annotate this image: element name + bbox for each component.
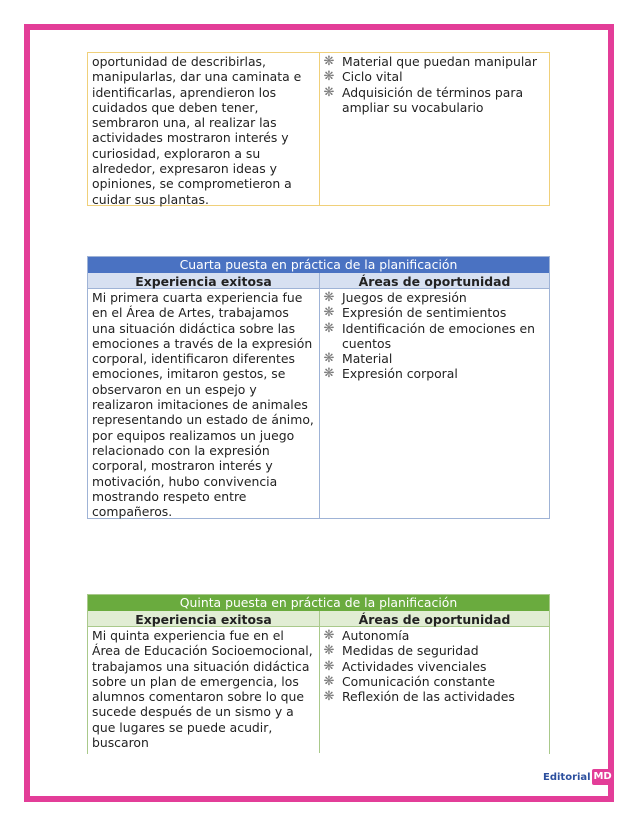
column-header-areas: Áreas de oportunidad [358,274,511,289]
list-item: ❋ Ciclo vital [323,69,403,85]
logo-badge: MD [592,769,614,785]
asterisk-bullet-icon: ❋ [323,290,335,305]
table-header-row [88,611,549,627]
asterisk-bullet-icon: ❋ [323,366,335,382]
experience-text: Mi primera cuarta experiencia fue en el Área de Artes, trabajamos una situación didáctica sobre las emociones a través de la expresión corporal, identificaron diferentes emociones, imitaron gestos, se observaron en un espejo y realizaron imitaciones de animales representando un estado de ánimo, por equipos realizamos un juego relacionado con la expresión corporal, mostraron interés y motivación, hubo convivencia mostrando respeto entre compañeros. [88,289,320,518]
table-row [88,53,549,205]
column-header-areas: Áreas de oportunidad [358,612,511,627]
list-item: ❋ Actividades vivenciales [323,658,487,674]
list-item: ❋ Material que puedan manipular [323,54,537,69]
asterisk-bullet-icon: ❋ [323,673,335,689]
column-header-experiencia: Experiencia exitosa [88,611,320,626]
asterisk-bullet-icon: ❋ [323,84,335,100]
opportunity-list [323,290,545,382]
list-item: ❋ Reflexión de las actividades [323,689,515,705]
opportunity-cell [320,627,549,753]
table-title: Quinta puesta en práctica de la planificación [88,595,549,611]
list-item: ❋ Adquisición de términos para ampliar su vocabulario [323,84,524,115]
asterisk-bullet-icon: ❋ [323,658,335,674]
list-item: ❋ Material [323,351,393,367]
opportunity-cell [320,53,549,205]
table-cuarta [87,256,550,519]
table-quinta [87,594,550,754]
publisher-logo [543,768,614,786]
list-item: ❋ Comunicación constante [323,673,495,689]
asterisk-bullet-icon: ❋ [323,305,335,321]
asterisk-bullet-icon: ❋ [323,54,335,69]
list-item: ❋ Identificación de emociones en cuentos [323,320,536,351]
experience-text: oportunidad de describirlas, manipularlas, dar una caminata e identificarlas, aprendieron los cuidados que deben tener, sembraron una, al realizar las actividades mostraron interés y curiosidad, exploraron a su alrededor, expresaron ideas y opiniones, se comprometieron a cuidar sus plantas. [88,53,320,205]
list-item: ❋ Expresión de sentimientos [323,305,507,321]
asterisk-bullet-icon: ❋ [323,69,335,85]
table-row [88,627,549,753]
opportunity-list [323,54,545,115]
asterisk-bullet-icon: ❋ [323,689,335,705]
opportunity-cell [320,289,549,518]
asterisk-bullet-icon: ❋ [323,643,335,659]
asterisk-bullet-icon: ❋ [323,351,335,367]
list-item: ❋ Expresión corporal [323,366,458,382]
table-header-row [88,273,549,289]
logo-text: Editorial [543,771,591,783]
asterisk-bullet-icon: ❋ [323,628,335,643]
column-header-experiencia: Experiencia exitosa [88,273,320,288]
table-continuation [87,52,550,206]
opportunity-list [323,628,545,705]
table-row [88,289,549,518]
list-item: ❋ Autonomía [323,628,410,643]
list-item: ❋ Juegos de expresión [323,290,467,305]
experience-text: Mi quinta experiencia fue en el Área de Educación Socioemocional, trabajamos una situación didáctica sobre un plan de emergencia, los alumnos comentaron sobre lo que sucede después de un sismo y a que lugares se puede acudir, buscaron [88,627,320,753]
list-item: ❋ Medidas de seguridad [323,643,479,659]
asterisk-bullet-icon: ❋ [323,320,335,336]
table-title: Cuarta puesta en práctica de la planificación [88,257,549,273]
